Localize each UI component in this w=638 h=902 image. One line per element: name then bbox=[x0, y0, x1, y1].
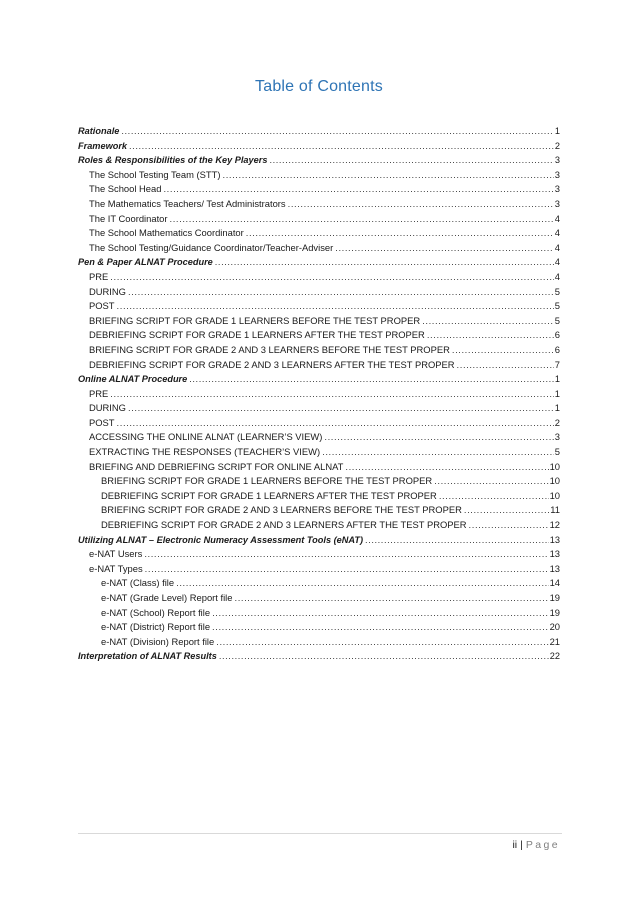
toc-entry-page: 2 bbox=[554, 140, 560, 151]
toc-entry[interactable] bbox=[78, 635, 560, 650]
toc-entry-title: DEBRIEFING SCRIPT FOR GRADE 1 LEARNERS AFTER THE TEST PROPER bbox=[101, 489, 437, 501]
toc-dot-leader bbox=[288, 197, 554, 212]
toc-entry-page: 10 bbox=[549, 475, 560, 487]
toc-dot-leader bbox=[427, 328, 554, 343]
toc-entry-title: e-NAT Users bbox=[89, 548, 143, 560]
toc-entry-page: 14 bbox=[549, 577, 560, 589]
toc-entry[interactable] bbox=[78, 358, 560, 373]
toc-entry-page: 2 bbox=[554, 416, 560, 428]
toc-dot-leader bbox=[322, 445, 554, 460]
toc-entry-title: PRE bbox=[89, 270, 109, 282]
toc-entry-title: Roles & Responsibilities of the Key Players bbox=[78, 155, 268, 166]
toc-entry-page: 5 bbox=[554, 446, 560, 458]
footer-page-word: Page bbox=[525, 839, 560, 851]
toc-entry[interactable] bbox=[78, 620, 560, 635]
toc-entry[interactable] bbox=[78, 576, 560, 591]
toc-entry-title: Interpretation of ALNAT Results bbox=[78, 651, 217, 662]
toc-entry-page: 5 bbox=[554, 285, 560, 297]
toc-entry-title: Rationale bbox=[78, 126, 120, 136]
toc-entry-page: 19 bbox=[549, 592, 560, 603]
toc-entry[interactable] bbox=[78, 547, 560, 562]
toc-dot-leader bbox=[129, 139, 554, 154]
toc-entry-title: BRIEFING SCRIPT FOR GRADE 1 LEARNERS BEFORE THE TEST PROPER bbox=[89, 314, 421, 326]
toc-dot-leader bbox=[163, 182, 553, 197]
toc-dot-leader bbox=[464, 503, 549, 518]
toc-entry[interactable] bbox=[78, 387, 560, 402]
toc-entry[interactable] bbox=[78, 182, 560, 197]
toc-entry[interactable] bbox=[78, 416, 560, 431]
toc-entry[interactable] bbox=[78, 197, 560, 212]
toc-entry-title: The School Testing Team (STT) bbox=[89, 168, 221, 180]
toc-entry-page: 5 bbox=[554, 300, 560, 312]
toc-dot-leader bbox=[128, 401, 554, 416]
toc-entry[interactable] bbox=[78, 562, 560, 577]
toc-entry-title: DURING bbox=[89, 285, 126, 297]
toc-entry-page: 13 bbox=[549, 562, 560, 574]
toc-entry[interactable] bbox=[78, 226, 560, 241]
page-footer bbox=[512, 839, 560, 851]
footer-page-number: ii bbox=[512, 839, 518, 851]
toc-dot-leader bbox=[212, 620, 549, 635]
toc-entry-title: The Mathematics Teachers/ Test Administrators bbox=[89, 197, 286, 209]
toc-entry[interactable] bbox=[78, 606, 560, 621]
toc-entry-page: 21 bbox=[549, 635, 560, 647]
toc-entry-title: ACCESSING THE ONLINE ALNAT (LEARNER’S VIEW) bbox=[89, 431, 323, 443]
toc-entry[interactable] bbox=[78, 328, 560, 343]
toc-entry[interactable] bbox=[78, 299, 560, 314]
toc-entry[interactable] bbox=[78, 445, 560, 460]
toc-entry-page: 4 bbox=[554, 257, 560, 268]
toc-entry-title: BRIEFING SCRIPT FOR GRADE 1 LEARNERS BEFORE THE TEST PROPER bbox=[101, 475, 433, 487]
toc-entry[interactable] bbox=[78, 533, 560, 548]
toc-entry[interactable] bbox=[78, 285, 560, 300]
toc-entry-title: DEBRIEFING SCRIPT FOR GRADE 1 LEARNERS AFTER THE TEST PROPER bbox=[89, 329, 425, 341]
toc-entry-page: 4 bbox=[554, 270, 560, 282]
toc-entry-title: BRIEFING SCRIPT FOR GRADE 2 AND 3 LEARNERS BEFORE THE TEST PROPER bbox=[101, 504, 462, 516]
toc-entry-page: 5 bbox=[554, 314, 560, 326]
toc-entry[interactable] bbox=[78, 518, 560, 533]
toc-entry[interactable] bbox=[78, 649, 560, 664]
toc-entry-title: Utilizing ALNAT – Electronic Numeracy Assessment Tools (eNAT) bbox=[78, 534, 364, 545]
toc-entry[interactable] bbox=[78, 372, 560, 387]
toc-entry-page: 4 bbox=[554, 241, 560, 253]
toc-entry-page: 6 bbox=[554, 343, 560, 355]
toc-entry-page: 1 bbox=[554, 374, 560, 385]
toc-entry-title: POST bbox=[89, 300, 115, 312]
toc-entry-title: EXTRACTING THE RESPONSES (TEACHER’S VIEW) bbox=[89, 446, 321, 458]
toc-dot-leader bbox=[439, 489, 549, 504]
toc-entry[interactable] bbox=[78, 168, 560, 183]
toc-entry[interactable] bbox=[78, 343, 560, 358]
toc-entry-title: e-NAT (Grade Level) Report file bbox=[101, 592, 233, 603]
toc-dot-leader bbox=[422, 314, 554, 329]
toc-entry-title: The IT Coordinator bbox=[89, 212, 168, 224]
toc-entry-page: 3 bbox=[554, 197, 560, 209]
table-of-contents bbox=[78, 124, 560, 664]
footer-divider bbox=[78, 833, 562, 834]
toc-dot-leader bbox=[246, 226, 554, 241]
toc-dot-leader bbox=[216, 635, 548, 650]
toc-dot-leader bbox=[176, 576, 548, 591]
toc-dot-leader bbox=[345, 460, 548, 475]
toc-entry-page: 1 bbox=[554, 387, 560, 399]
toc-entry-page: 7 bbox=[554, 358, 560, 370]
toc-dot-leader bbox=[269, 153, 553, 168]
toc-entry-page: 6 bbox=[554, 329, 560, 341]
toc-dot-leader bbox=[222, 168, 553, 183]
toc-entry-page: 1 bbox=[554, 402, 560, 414]
toc-entry-page: 3 bbox=[554, 168, 560, 180]
toc-entry[interactable] bbox=[78, 314, 560, 329]
toc-dot-leader bbox=[212, 606, 548, 621]
toc-entry-title: DEBRIEFING SCRIPT FOR GRADE 2 AND 3 LEARNERS AFTER THE TEST PROPER bbox=[101, 519, 467, 531]
toc-dot-leader bbox=[469, 518, 549, 533]
toc-entry[interactable] bbox=[78, 460, 560, 475]
toc-entry[interactable] bbox=[78, 241, 560, 256]
toc-dot-leader bbox=[219, 649, 549, 664]
toc-entry-page: 4 bbox=[554, 212, 560, 224]
toc-dot-leader bbox=[335, 241, 554, 256]
toc-entry-page: 10 bbox=[549, 489, 560, 501]
toc-entry-page: 11 bbox=[550, 504, 560, 516]
toc-entry[interactable] bbox=[78, 430, 560, 445]
toc-entry-title: e-NAT (Class) file bbox=[101, 577, 175, 589]
toc-entry-title: e-NAT (District) Report file bbox=[101, 621, 211, 633]
toc-entry-title: Framework bbox=[78, 140, 128, 151]
toc-entry-title: Pen & Paper ALNAT Procedure bbox=[78, 257, 213, 268]
toc-entry[interactable] bbox=[78, 212, 560, 227]
toc-entry-page: 10 bbox=[549, 460, 560, 472]
toc-entry[interactable] bbox=[78, 124, 560, 139]
toc-entry-title: e-NAT (Division) Report file bbox=[101, 635, 215, 647]
toc-entry-title: POST bbox=[89, 416, 115, 428]
toc-entry[interactable] bbox=[78, 503, 560, 518]
footer-separator: | bbox=[520, 839, 523, 851]
page-title: Table of Contents bbox=[255, 78, 383, 95]
toc-entry-page: 13 bbox=[549, 548, 560, 560]
toc-dot-leader bbox=[110, 387, 554, 402]
toc-entry-title: BRIEFING SCRIPT FOR GRADE 2 AND 3 LEARNERS BEFORE THE TEST PROPER bbox=[89, 343, 450, 355]
toc-dot-leader bbox=[117, 299, 554, 314]
toc-entry[interactable] bbox=[78, 153, 560, 168]
toc-dot-leader bbox=[324, 430, 553, 445]
toc-entry-page: 3 bbox=[554, 431, 560, 443]
toc-entry[interactable] bbox=[78, 591, 560, 606]
toc-entry-title: DEBRIEFING SCRIPT FOR GRADE 2 AND 3 LEARNERS AFTER THE TEST PROPER bbox=[89, 358, 455, 370]
toc-entry-page: 3 bbox=[554, 155, 560, 166]
toc-dot-leader bbox=[144, 547, 548, 562]
toc-entry[interactable] bbox=[78, 255, 560, 270]
toc-entry-title: Online ALNAT Procedure bbox=[78, 374, 188, 385]
toc-entry-page: 13 bbox=[549, 534, 560, 545]
toc-dot-leader bbox=[452, 343, 554, 358]
toc-dot-leader bbox=[145, 562, 549, 577]
toc-entry-title: PRE bbox=[89, 387, 109, 399]
toc-entry-title: The School Testing/Guidance Coordinator/Teacher-Adviser bbox=[89, 241, 334, 253]
toc-dot-leader bbox=[128, 285, 554, 300]
toc-entry[interactable] bbox=[78, 401, 560, 416]
toc-dot-leader bbox=[434, 474, 548, 489]
toc-entry-title: The School Head bbox=[89, 183, 162, 195]
toc-entry-page: 3 bbox=[554, 183, 560, 195]
toc-entry-page: 20 bbox=[549, 621, 560, 633]
toc-dot-leader bbox=[457, 358, 554, 373]
toc-dot-leader bbox=[189, 372, 554, 387]
toc-entry[interactable] bbox=[78, 474, 560, 489]
toc-entry-title: e-NAT Types bbox=[89, 562, 143, 574]
toc-dot-leader bbox=[170, 212, 554, 227]
toc-dot-leader bbox=[121, 124, 554, 139]
toc-entry-title: BRIEFING AND DEBRIEFING SCRIPT FOR ONLINE ALNAT bbox=[89, 460, 344, 472]
toc-entry-page: 19 bbox=[549, 606, 560, 618]
toc-dot-leader bbox=[365, 533, 549, 548]
toc-dot-leader bbox=[117, 416, 554, 431]
toc-entry-title: The School Mathematics Coordinator bbox=[89, 227, 244, 239]
toc-entry-page: 4 bbox=[554, 227, 560, 239]
toc-entry-title: e-NAT (School) Report file bbox=[101, 606, 211, 618]
toc-entry-page: 1 bbox=[554, 126, 560, 136]
toc-entry[interactable] bbox=[78, 270, 560, 285]
toc-dot-leader bbox=[215, 255, 554, 270]
toc-entry[interactable] bbox=[78, 489, 560, 504]
toc-entry-title: DURING bbox=[89, 402, 126, 414]
toc-dot-leader bbox=[110, 270, 554, 285]
toc-entry-page: 12 bbox=[549, 519, 560, 531]
toc-entry[interactable] bbox=[78, 139, 560, 154]
toc-entry-page: 22 bbox=[549, 651, 560, 662]
toc-dot-leader bbox=[234, 591, 548, 606]
